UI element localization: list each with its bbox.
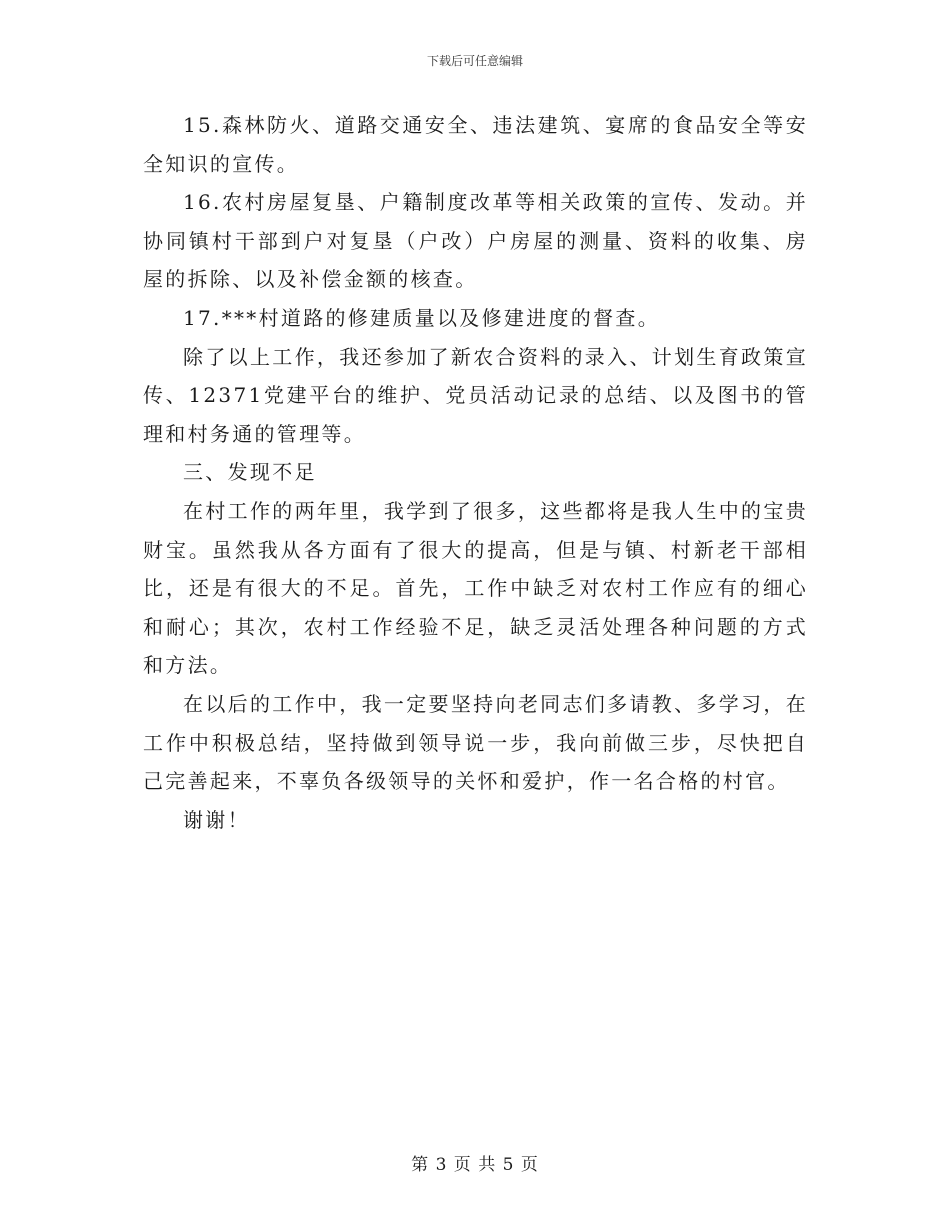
- paragraph-future-work: 在以后的工作中，我一定要坚持向老同志们多请教、多学习，在工作中积极总结，坚持做到领导说一步，我向前做三步，尽快把自己完善起来，不辜负各级领导的关怀和爱护，作一名合格的村官。: [143, 691, 808, 794]
- page-number-footer: 第 3 页 共 5 页: [411, 1155, 539, 1175]
- section-heading-shortcomings: 三、发现不足: [183, 460, 317, 485]
- document-body: [143, 106, 808, 839]
- paragraph-shortcomings: 在村工作的两年里，我学到了很多，这些都将是我人生中的宝贵财宝。虽然我从各方面有了很大的提高，但是与镇、村新老干部相比，还是有很大的不足。首先，工作中缺乏对农村工作应有的细心和耐心；其次，农村工作经验不足，缺乏灵活处理各种问题的方式和方法。: [143, 498, 808, 678]
- page-header: 下载后可任意编辑: [426, 54, 523, 68]
- paragraph-item-16: 16.农村房屋复垦、户籍制度改革等相关政策的宣传、发动。并协同镇村干部到户对复垦（户改）户房屋的测量、资料的收集、房屋的拆除、以及补偿金额的核查。: [143, 190, 808, 292]
- paragraph-other-work: 除了以上工作，我还参加了新农合资料的录入、计划生育政策宣传、12371党建平台的维护、党员活动记录的总结、以及图书的管理和村务通的管理等。: [143, 344, 808, 446]
- paragraph-item-15: 15.森林防火、道路交通安全、违法建筑、宴席的食品安全等安全知识的宣传。: [143, 113, 808, 176]
- paragraph-thanks: 谢谢！: [183, 807, 250, 832]
- paragraph-item-17: 17.***村道路的修建质量以及修建进度的督查。: [183, 305, 661, 330]
